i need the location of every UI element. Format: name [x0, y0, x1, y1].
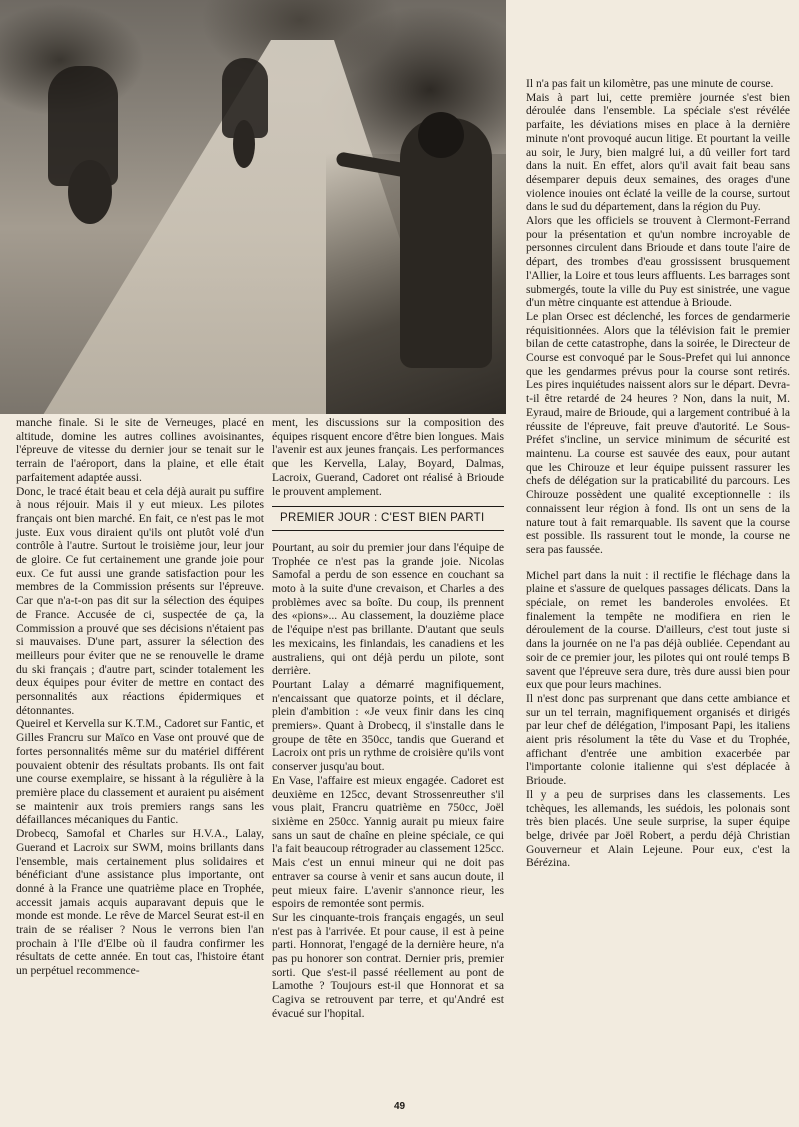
- paragraph: Queirel et Kervella sur K.T.M., Cadoret sur Fantic, et Gilles Francru sur Maïco en Vase ont prouvé que de fortes personnalités même sur du matériel différent pouvaient obtenir des résultats probants. Ils ont fait une course exemplaire, se hissant à la régulière à la première place du classement et auraient pu aisément se maintenir aux trois premiers rangs sans les défaillances mécaniques du Fantic.: [16, 717, 265, 827]
- paragraph: Il n'a pas fait un kilomètre, pas une minute de course.: [526, 77, 774, 90]
- paragraph: Le plan Orsec est déclenché, les forces de gendarmerie réquisitionnées. Alors que la télévision fait le premier bilan de cette catastrophe, dans la soirée, le Directeur de Course est convoqué par le Sous-Prefet qui lui annonce que les gendarmes prévus pour la course sont retirés. Les pires inquiétudes naissent alors sur le départ. Devra-t-il être retardé de 24 heures ? Non, dans la nuit, M. Eyraud, maire de Brioude, qui a largement contribué à la réussite de l'épreuve, fait preuve d'autorité. Le Sous-Préfet s'incline, un service minimum de sécurité est maintenu. La course est sauvée des eaux, pour autant que les Chirouze et leur équipe puissent rassurer les chefs de délégation sur la praticabilité du parcours. Les Chirouze possèdent une qualité exceptionnelle : ils connaissent leur région à fond. Ils ont un sens de la nature tout à fait remarquable. Ils savent que la course est possible. Ils rassurent tout le monde, la course ne sera pas faussée.: [526, 309, 790, 556]
- paragraph: ment, les discussions sur la composition des équipes risquent encore d'être bien longues. Mais l'avenir est aux jeunes français. Les performances que les Kervella, Lalay, Boyard, Dalmas, Lacroix, Guerand, Cadoret ont réalisé à Brioude le prouvent amplement.: [272, 416, 504, 498]
- paragraph: Alors que les officiels se trouvent à Clermont-Ferrand pour la présentation et qu'un nombre incroyable de personnes circulent dans Brioude et dans toute l'aire de départ, des trombes d'eau grossissent brusquement l'Allier, la Loire et tous leurs affluents. Les barrages sont submergés, toute la ville du Puy est sinistrée, une vague d'un mètre cinquante est attendue à Brioude.: [526, 214, 790, 310]
- article-column-left: [16, 416, 264, 978]
- paragraph: Michel part dans la nuit : il rectifie le fléchage dans la plaine et s'assure de quelques passages délicats. Dans la spéciale, on remet les banderoles envolées. Et finalement la tempête ne modifiera en rien le déroulement de la course. D'ailleurs, c'est tout juste si dans la journée on ne l'a pas déjà oubliée. Cependant au soir de ce premier jour, les pilotes qui ont roulé temps B savent que l'épreuve sera dure, très dure aussi bien pour eux que pour leurs machines.: [526, 568, 790, 692]
- paragraph: Mais à part lui, cette première journée s'est bien déroulée dans l'ensemble. La spéciale s'est révélée parfaite, les déviations mises en place à la dernière minute n'ont provoqué aucun litige. Et pourtant la veille au soir, le Jury, bien malgré lui, a dû veiller fort tard dans la nuit. En effet, alors qu'il avait fait beau sans désemparer depuis deux semaines, des orages d'une violence inouies ont éclaté la veille de la course, surtout dans le sud du département, dans la région du Puy.: [526, 90, 790, 214]
- paragraph: Pourtant, au soir du premier jour dans l'équipe de Trophée ce n'est pas la grande joie. Nicolas Samofal a perdu de son essence en couchant sa moto à la suite d'une crevaison, et Charles a des problèmes avec sa boîte. Du coup, ils prennent des «pions»... Au classement, la douzième place de l'équipe n'est pas brillante. D'autant que seuls les mexicains, les finlandais, les canadiens et les australiens, qui ont déjà perdu un pilote, sont derrière.: [272, 540, 504, 678]
- article-column-middle: [272, 416, 504, 1021]
- paragraph: Pourtant Lalay a démarré magnifiquement, n'encaissant que quatorze points, et il déclare, plein d'ambition : «Je veux finir dans les cinq premiers». Quant à Drobecq, il s'installe dans le groupe de tête en 350cc, tandis que Guerand et Lacroix ont pris un rythme de croisière qu'ils vont conserver jusqu'au bout.: [272, 677, 504, 774]
- photo-rider-left-wheel: [68, 160, 112, 224]
- photo-child-head: [418, 112, 464, 158]
- paragraph: Il y a peu de surprises dans les classements. Les tchèques, les allemands, les suédois, les polonais sont très bien placés. Une seule surprise, la super équipe belge, drivée par Joël Robert, a perdu déjà Christian Gouverneur et Alain Lejeune. Pour eux, c'est la Bérézina.: [526, 787, 790, 870]
- photo-rider-right-wheel: [233, 120, 255, 168]
- page-number: 49: [393, 1101, 406, 1112]
- paragraph: En Vase, l'affaire est mieux engagée. Cadoret est deuxième en 125cc, devant Strossenreuther s'il vous plait, Francru quatrième en 750cc, Joël sixième en 250cc. Yannig aurait pu mieux faire sans un saut de chaîne en pleine spéciale, ce qui l'a fait beaucoup rétrograder au classement 125cc. Mais c'est un ennui mineur qui ne doit pas entraver sa course à venir et sans aucun doute, il peut mieux faire. L'avenir s'annonce rieur, les espoirs de remontée sont permis.: [272, 773, 504, 911]
- paragraph: Sur les cinquante-trois français engagés, un seul n'est pas à l'arrivée. Et pour cause, il est à peine parti. Honnorat, l'engagé de la dernière heure, n'a pas pu honorer son contrat. Dernier pris, premier sorti. Que s'est-il passé réellement au pont de Lamothe ? Toujours est-il que Honnorat et sa Cagiva se retrouvent par terre, et qu'André est évacué sur l'hopital.: [272, 910, 504, 1020]
- paragraph: Drobecq, Samofal et Charles sur H.V.A., Lalay, Guerand et Lacroix sur SWM, moins brillants dans l'ensemble, mais certainement plus solidaires et bénéficiant d'une assistance plus importante, ont donné à la France une quatrième place en Trophée, accessit jamais acquis auparavant depuis que le monde est monde. Le rêve de Marcel Seurat est-il en train de se réaliser ? Nous le verrons bien l'an prochain à l'Ile d'Elbe où il faudra confirmer les résultats de cette année. En tout cas, l'histoire étant un perpétuel recommence-: [16, 827, 264, 978]
- motocross-photo: [0, 0, 506, 414]
- section-heading: PREMIER JOUR : C'EST BIEN PARTI: [272, 506, 504, 531]
- paragraph: Il n'est donc pas surprenant que dans cette ambiance et sur un tel terrain, magnifiquement organisés et dirigés par leur chef de délégation, l'imposant Papi, les italiens aient pris résolument la tête du Vase et du Trophée, affichant d'entrée une ambition exacerbée par l'importante colonie italienne qui s'est déplacée à Brioude.: [526, 691, 790, 788]
- paragraph: Donc, le tracé était beau et cela déjà aurait pu suffire à nous réjouir. Mais il y eut mieux. Les pilotes français ont bien marché. En fait, ce n'est pas le mot juste. Eux vous diraient qu'ils ont plutôt volé d'un contrôle à l'autre. Surtout le troisième jour, leur jour de gloire. Ce fut certainement une grande joie pour eux. Ce fut aussi une grande satisfaction pour les membres de la Commission présents sur l'épreuve. Car que n'a-t-on pas dit sur la sélection des équipes de France. Accusée de ci, suspectée de ça, la Commission a prouvé que ses décisions n'étaient pas si mauvaises. D'une part, assurer la sélection des meilleurs pour éviter que ne se renouvelle le drame du ski français ; d'autre part, scinder totalement les deux équipes pour éviter de mettre en contact des personnalités aux réactions épidermiques et détonnantes.: [16, 484, 264, 717]
- paragraph: manche finale. Si le site de Verneuges, placé en altitude, domine les autres collines avoisinantes, l'épreuve de vitesse du dernier jour se tenait sur le terrain de l'aéroport, dans la plaine, et elle était parfaitement adaptée aussi.: [16, 416, 264, 484]
- article-column-right: [526, 77, 790, 870]
